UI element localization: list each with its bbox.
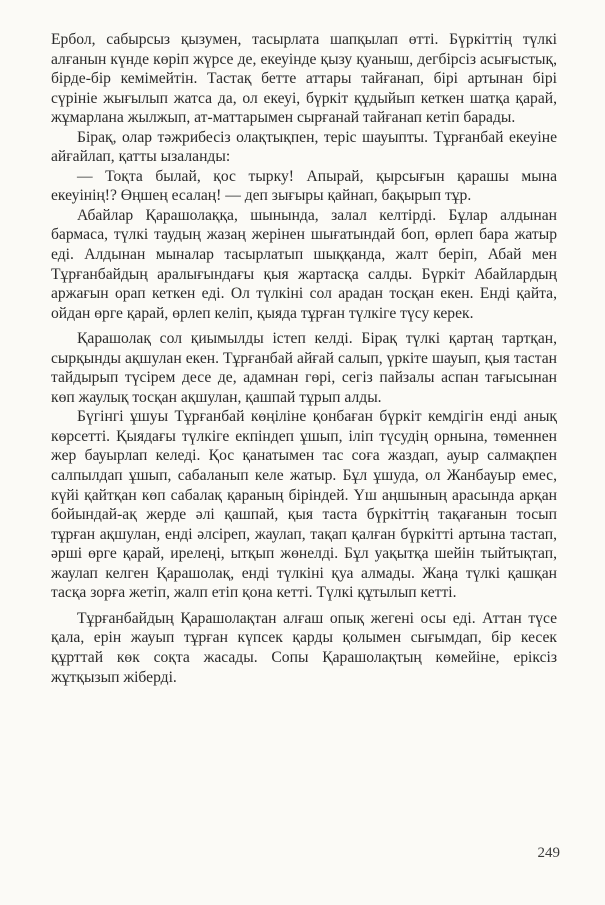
body-text (51, 30, 557, 687)
paragraph-2: Бірақ, олар тәжрибесіз олақтықпен, теріс шауыпты. Тұрғанбай екеуіне айғайлап, қатты ызаланды: (51, 128, 557, 166)
page-number: 249 (537, 845, 560, 861)
paragraph-4: Абайлар Қарашолаққа, шынында, залал келтірді. Бұлар алдынан бармаса, түлкі таудың жазаң жерінен шығатындай боп, өрлеп бара жатыр еді. Алдынан мыналар тасырлатып шыққанда, жалт беріп, Абай мен Тұрғанбайдың аралығындағы қыя жартасқа салды. Бүркіт Абайлардың аржағын орап кеткен еді. Ол түлкіні сол арадан тосқан екен. Енді қайта, ойдан өрге қарай, өрлеп келіп, қыяда тұрған түлкіге түсу керек. (51, 206, 557, 322)
paragraph-1: Ербол, сабырсыз қызумен, тасырлата шапқылап өтті. Бүркіттің түлкі алғанын күнде көріп жүрсе де, екеуінде қызу қуаныш, дегбірсіз асығыстық, бірде-бір кемімейтін. Тастақ бетте аттары тайғанап, бірі артынан бірі сүрініе жығылып жатса да, ол екеуі, бүркіт құдыйып кеткен шатқа қарай, жұмарлана жылжып, ат-маттарымен сырғанай тайғанап кетіп барады. (51, 31, 557, 127)
paragraph-7: Тұрғанбайдың Қарашолақтан алғаш опық жегені осы еді. Аттан түсе қала, ерін жауып тұрған күпсек қарды қолымен сығымдап, бір кесек құрттай көк соқта жасады. Сопы Қарашолақтың көмейіне, еріксіз жұтқызып жіберді. (51, 609, 557, 686)
paragraph-6: Бүгінгі ұшуы Тұрғанбай көңіліне қонбаған бүркіт кемдігін енді анық көрсетті. Қыядағы түлкіге екпіндеп ұшып, іліп түсудің орнына, төменнен жер бауырлап келеді. Қос қанатымен тас соға жаздап, ауыр салмақпен салпылдап ұшып, сабаланып келе жатыр. Бұл ұшуда, ол Жанбауыр емес, күйі қайтқан көп сабалақ қараның біріндей. Үш аңшының арасында арқан бойындай-ақ жерде әлі қашпай, қыя таста бүркіттің тақағанын тосып тұрған ақшулан, енді әлсіреп, жаулап, тақап қалған бүркітті артына тастап, әрші өрге қарай, ирелеңі, ытқып жөнелді. Бұл уақытқа шейін тыйтықтап, жаулап келген Қарашолақ, енді түлкіні қуа алмады. Жаңа түлкі қашқан тасқа зорға жетіп, жалп етіп қона кетті. Түлкі құтылып кетті. (51, 408, 557, 602)
paragraph-5: Қарашолақ сол қиымылды істеп келді. Бірақ түлкі қартаң тартқан, сырқынды ақшулан екен. Тұрғанбай айғай салып, үркіте шауып, қыя тастан тайдырып түсірем десе де, адамнан гөрі, сегіз пайзалы аспан тағысынан көп жаулық тосқан ақшулан, қашпай тұрып алды. (51, 330, 557, 406)
paragraph-3: — Тоқта былай, қос тырку! Апырай, қырсығын қарашы мына екеуінің!? Өңшең есалаң! — деп зығыры қайнап, бақырып тұр. (51, 167, 557, 205)
